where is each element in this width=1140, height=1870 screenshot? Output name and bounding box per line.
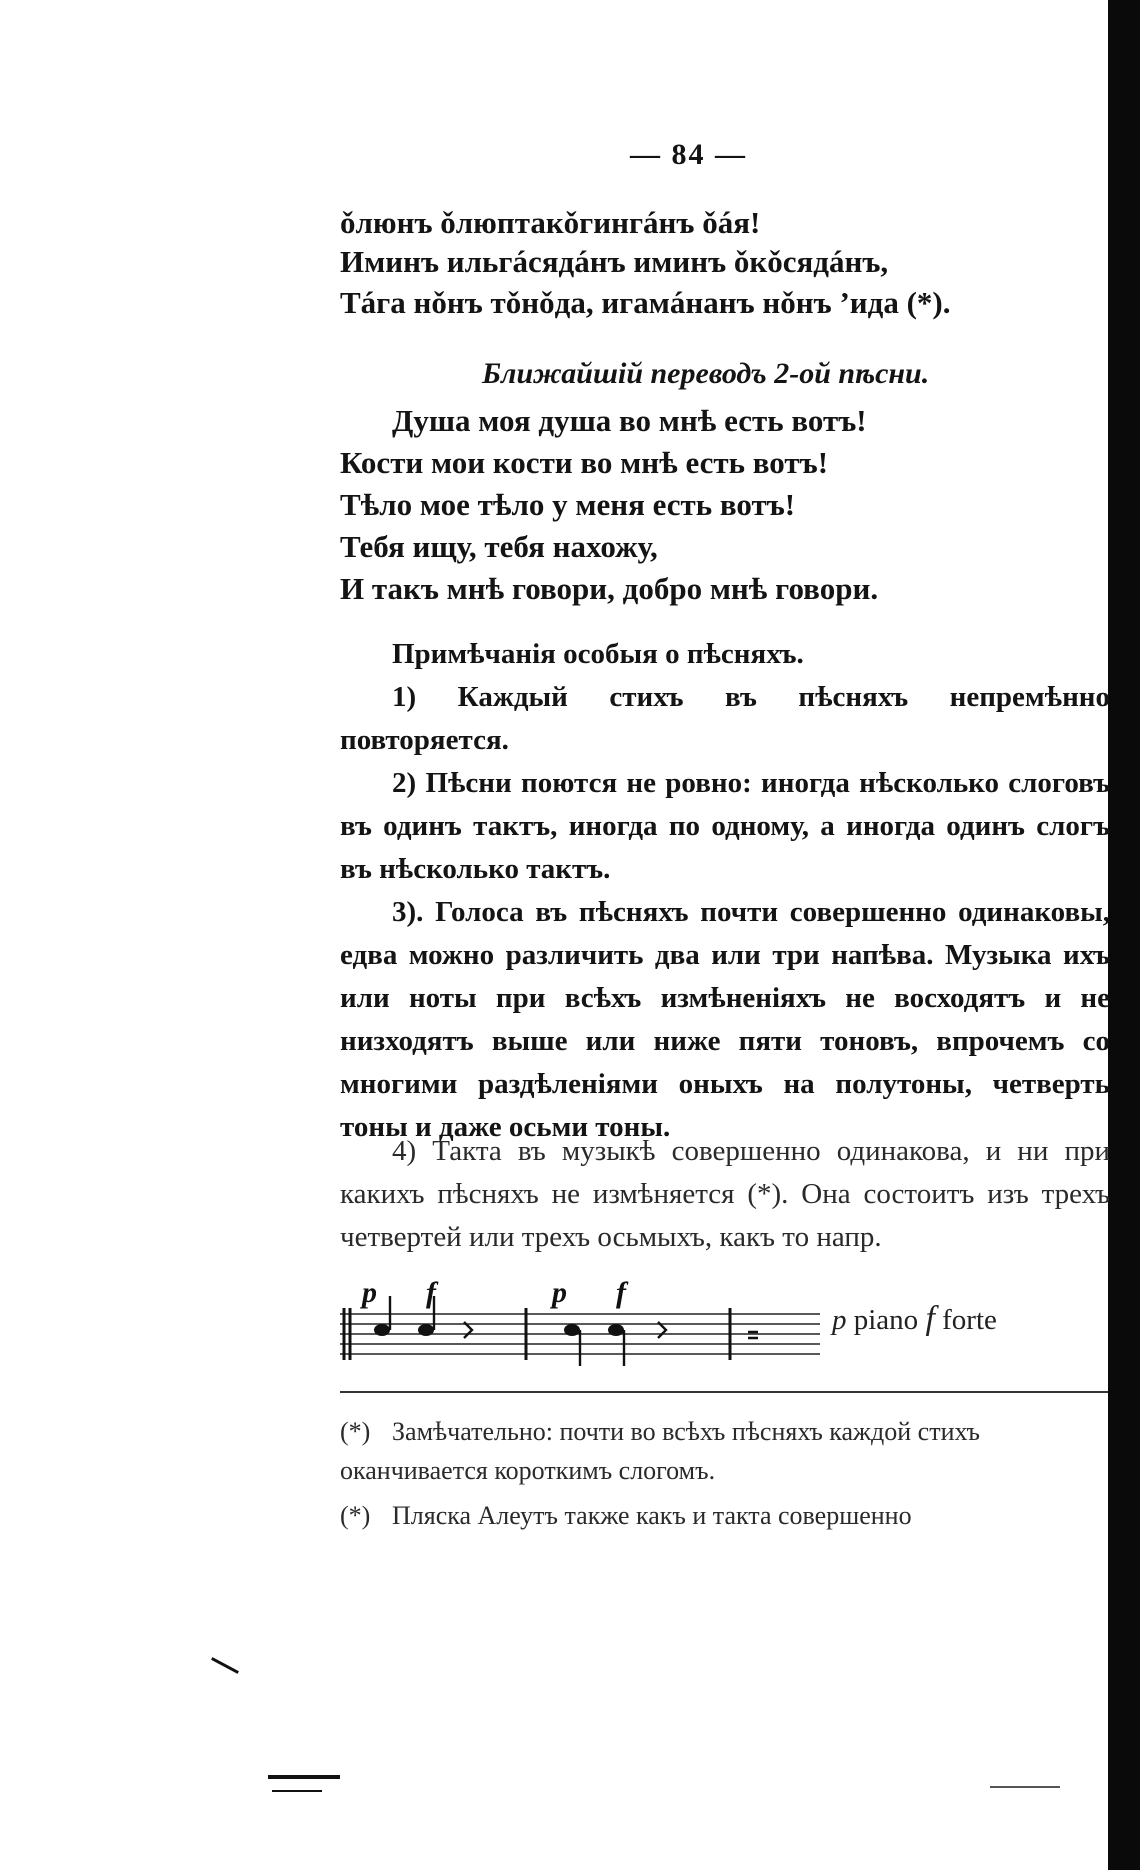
aleut-line-1: ǒлюнъ ǒлюптакǒгингáнъ ǒáя! bbox=[340, 205, 761, 240]
aleut-line-2: Иминъ ильгáсядáнъ иминъ ǒкǒсядáнъ, bbox=[340, 244, 889, 279]
dynamic-mark-p-2: p bbox=[552, 1280, 567, 1309]
footnote-1-mark: (*) bbox=[340, 1417, 371, 1446]
translation-line-3: Тѣло мое тѣло у меня есть вотъ! bbox=[340, 487, 796, 522]
footnote-1-text: Замѣчательно: почти во всѣхъ пѣсняхъ каждой стихъ оканчивается короткимъ слогомъ. bbox=[340, 1417, 980, 1485]
note-3: 3). Голоса въ пѣсняхъ почти совершенно одинаковы, едва можно различить два или три напѣва. Музыка ихъ или ноты при всѣхъ измѣненіяхъ не восходятъ и не низходятъ выше или ниже пяти тоновъ, впрочемъ со многими раздѣленіями оныхъ на полутоны, четверть тоны и даже осьми тоны. bbox=[340, 896, 1110, 1143]
note-1: 1) Каждый стихъ въ пѣсняхъ непремѣнно повторяется. bbox=[340, 681, 1110, 756]
footnote-2 bbox=[340, 1496, 1110, 1535]
translation-line-1: Душа моя душа во мнѣ есть вотъ! bbox=[392, 403, 867, 438]
note-4-block bbox=[340, 1130, 1110, 1259]
notes-title: Примѣчанія особыя о пѣсняхъ. bbox=[392, 638, 804, 670]
legend-f-word: forte bbox=[942, 1304, 997, 1336]
translation-line-2: Кости мои кости во мнѣ есть вотъ! bbox=[340, 445, 829, 480]
scan-mark bbox=[211, 1657, 239, 1674]
footnote-2-text: Пляска Алеутъ также какъ и такта совершенно bbox=[392, 1501, 912, 1530]
footnote-rule bbox=[340, 1391, 1108, 1393]
footnote-2-mark: (*) bbox=[340, 1501, 371, 1530]
page-number: — 84 — bbox=[630, 138, 747, 171]
scan-mark bbox=[268, 1775, 340, 1779]
scan-mark bbox=[990, 1786, 1060, 1788]
notes-body bbox=[340, 676, 1110, 1149]
dynamics-legend bbox=[832, 1300, 997, 1338]
note-4: 4) Такта въ музыкѣ совершенно одинакова, и ни при какихъ пѣсняхъ не измѣняется (*). Она состоитъ изъ трехъ четвертей или трехъ осьмыхъ, какъ то напр. bbox=[340, 1135, 1110, 1253]
scan-edge bbox=[1108, 0, 1140, 1870]
dynamic-mark-f-1: f bbox=[426, 1280, 436, 1309]
translation-line-5: И такъ мнѣ говори, добро мнѣ говори. bbox=[340, 571, 879, 606]
legend-p-symbol: p bbox=[832, 1304, 847, 1336]
translation-line-4: Тебя ищу, тебя нахожу, bbox=[340, 529, 658, 564]
dynamic-mark-f-2: f bbox=[616, 1280, 626, 1309]
dynamic-mark-p-1: p bbox=[362, 1280, 377, 1309]
scan-mark bbox=[272, 1790, 322, 1792]
aleut-line-3: Тáга нǒнъ тǒнǒда, игамáнанъ нǒнъ ’ида (*). bbox=[340, 285, 951, 320]
music-staff bbox=[340, 1280, 830, 1380]
footnote-1 bbox=[340, 1412, 1110, 1490]
legend-f-symbol: f bbox=[925, 1300, 935, 1337]
translation-heading: Ближайшій переводъ 2-ой пѣсни. bbox=[482, 357, 930, 390]
note-2: 2) Пѣсни поются не ровно: иногда нѣсколько слоговъ въ одинъ тактъ, иногда по одному, а иногда одинъ слогъ въ нѣсколько тактъ. bbox=[340, 767, 1110, 885]
legend-p-word: piano bbox=[853, 1304, 919, 1336]
